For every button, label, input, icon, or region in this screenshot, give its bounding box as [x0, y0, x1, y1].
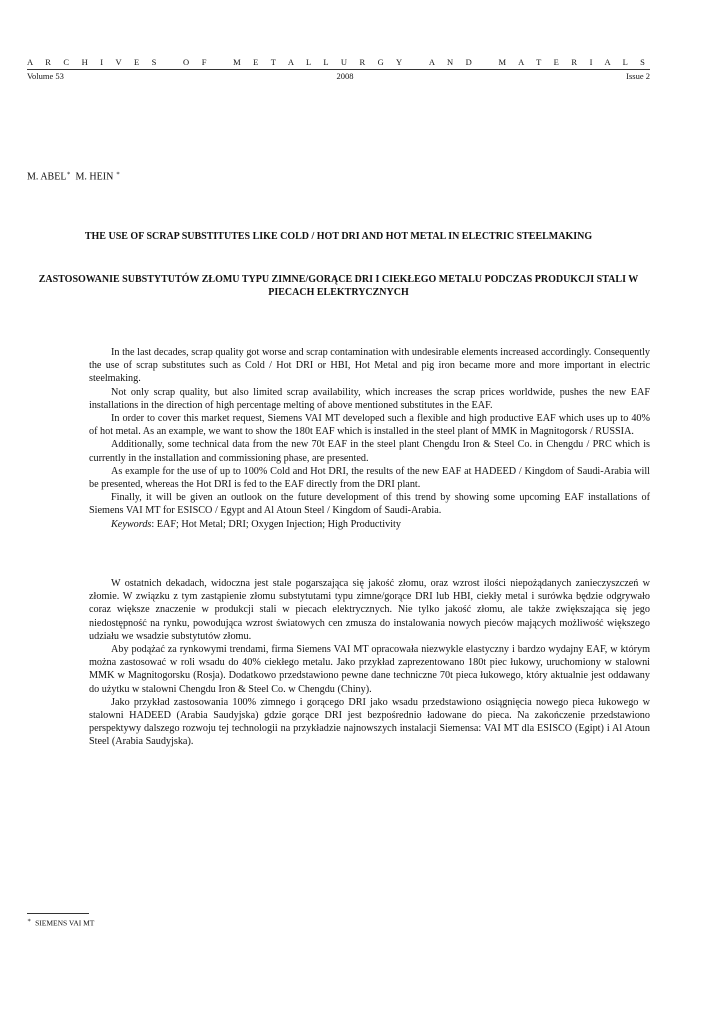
header-rule: [27, 69, 650, 70]
abstract-paragraph: Finally, it will be given an outlook on the future development of this trend by showing some upcoming EAF installations of Siemens VAI MT for ESISCO / Egypt and Al Atoun Steel / Kingdom of Saudi-Arabia.: [89, 492, 650, 517]
issue-label: Issue 2: [626, 71, 650, 81]
journal-word: M A T E R I A L S: [498, 57, 650, 67]
keywords-text: : EAF; Hot Metal; DRI; Oxygen Injection; High Productivity: [151, 518, 401, 530]
abstract-en: [89, 346, 650, 531]
paper-title-pl: ZASTOSOWANIE SUBSTYTUTÓW ZŁOMU TYPU ZIMNE/GORĄCE DRI I CIEKŁEGO METALU PODCZAS PRODUKCJI STALI W PIECACH ELEKTRYCZNYCH: [38, 274, 639, 298]
footnote-marker: ∗: [27, 918, 32, 924]
year-label: 2008: [336, 71, 354, 81]
journal-word: A R C H I V E S: [27, 57, 162, 67]
keywords: [89, 518, 650, 531]
abstract-paragraph: In order to cover this market request, Siemens VAI MT developed such a flexible and high productive EAF which uses up to 40% of hot metal. As an example, we want to show the 180t EAF which is installed in the steel plant of MMK in Magnitogorsk / RUSSIA.: [89, 413, 650, 438]
footnote-rule: [27, 913, 89, 914]
author-name: M. ABEL: [27, 171, 67, 183]
paper-title-en: THE USE OF SCRAP SUBSTITUTES LIKE COLD / HOT DRI AND HOT METAL IN ELECTRIC STEELMAKING: [84, 231, 593, 242]
author-list: [27, 170, 120, 182]
keywords-label: Keywords: [111, 518, 152, 530]
volume-label: Volume 53: [27, 71, 64, 81]
affiliation-marker: ∗: [115, 171, 120, 177]
abstract-paragraph: Jako przykład zastosowania 100% zimnego i gorącego DRI jako wsadu przedstawiono osiągnięcia nowego pieca łukowego w stalowni HADEED (Arabia Saudyjska) gdzie gorące DRI jest bezpośrednio ładowane do pieca. Na zakończenie przedstawiono perspektywy dalszego rozwoju tej technologii na przykładzie najnowszych instalacji Siemensa: VAI MT dla ESISCO (Egipt) i Al Atoun Steel (Arabia Saudyjska).: [89, 696, 650, 748]
footnote: [27, 917, 94, 928]
author-name: M. HEIN: [75, 171, 114, 183]
abstract-paragraph: Additionally, some technical data from the new 70t EAF in the steel plant Chengdu Iron & Steel Co. in Chengdu / PRC which is currently in the installation and commissioning phase, are presented.: [89, 439, 650, 464]
abstract-pl: [89, 577, 650, 749]
journal-word: O F: [183, 57, 212, 67]
affiliation-marker: ∗: [66, 171, 71, 177]
footnote-text: SIEMENS VAI MT: [35, 918, 95, 928]
abstract-paragraph: Aby podążać za rynkowymi trendami, firma Siemens VAI MT opracowała niezwykle elastyczny i bardzo wydajny EAF, w którym można zastosować w roli wsadu do 40% ciekłego metalu. Jako przykład zaprezentowano 180t piec łukowy, uruchomiony w stalowni MMK w Magnitogorsku (Rosja). Dodatkowo przedstawiono pewne dane techniczne 70t pieca łukowego, który aktualnie jest oddawany do użytku w stalowni Chengdu Iron & Steel Co. w Chengdu (Chiny).: [89, 644, 650, 695]
abstract-paragraph: As example for the use of up to 100% Cold and Hot DRI, the results of the new EAF at HADEED / Kingdom of Saudi-Arabia will be presented, whereas the Hot DRI is fed to the EAF directly from the DRI plant.: [89, 465, 650, 491]
abstract-paragraph: In the last decades, scrap quality got worse and scrap contamination with undesirable elements increased accordingly. Consequently the use of scrap substitutes such as Cold / Hot DRI or HBI, Hot Metal and pig iron became more and more important in electric steelmaking.: [89, 347, 650, 385]
abstract-paragraph: Not only scrap quality, but also limited scrap availability, which increases the scrap prices worldwide, pushes the new EAF installations in the direction of high percentage melting of above mentioned substitutes in the EAF.: [89, 386, 650, 411]
journal-name: [27, 57, 650, 67]
journal-word: M E T A L L U R G Y: [233, 57, 408, 67]
journal-word: A N D: [428, 57, 478, 67]
abstract-paragraph: W ostatnich dekadach, widoczna jest stale pogarszająca się jakość złomu, oraz wzrost ilości niepożądanych zanieczyszczeń w złomie. W związku z tym zastąpienie złomu substytutami typu zimne/gorące DRI lub HBI, ciekły metal i surówka będzie odgrywało coraz większe znaczenie w produkcji stali w piecach elektrycznych. Nie tylko jakość złomu, ale także zwiększająca się jego niedostępność na rynku, powodująca wzrost światowych cen zmusza do instalowania nowych pieców mających możliwość większego udziału we wsadzie substytutów złomu.: [89, 578, 650, 642]
issue-meta: [27, 71, 650, 81]
